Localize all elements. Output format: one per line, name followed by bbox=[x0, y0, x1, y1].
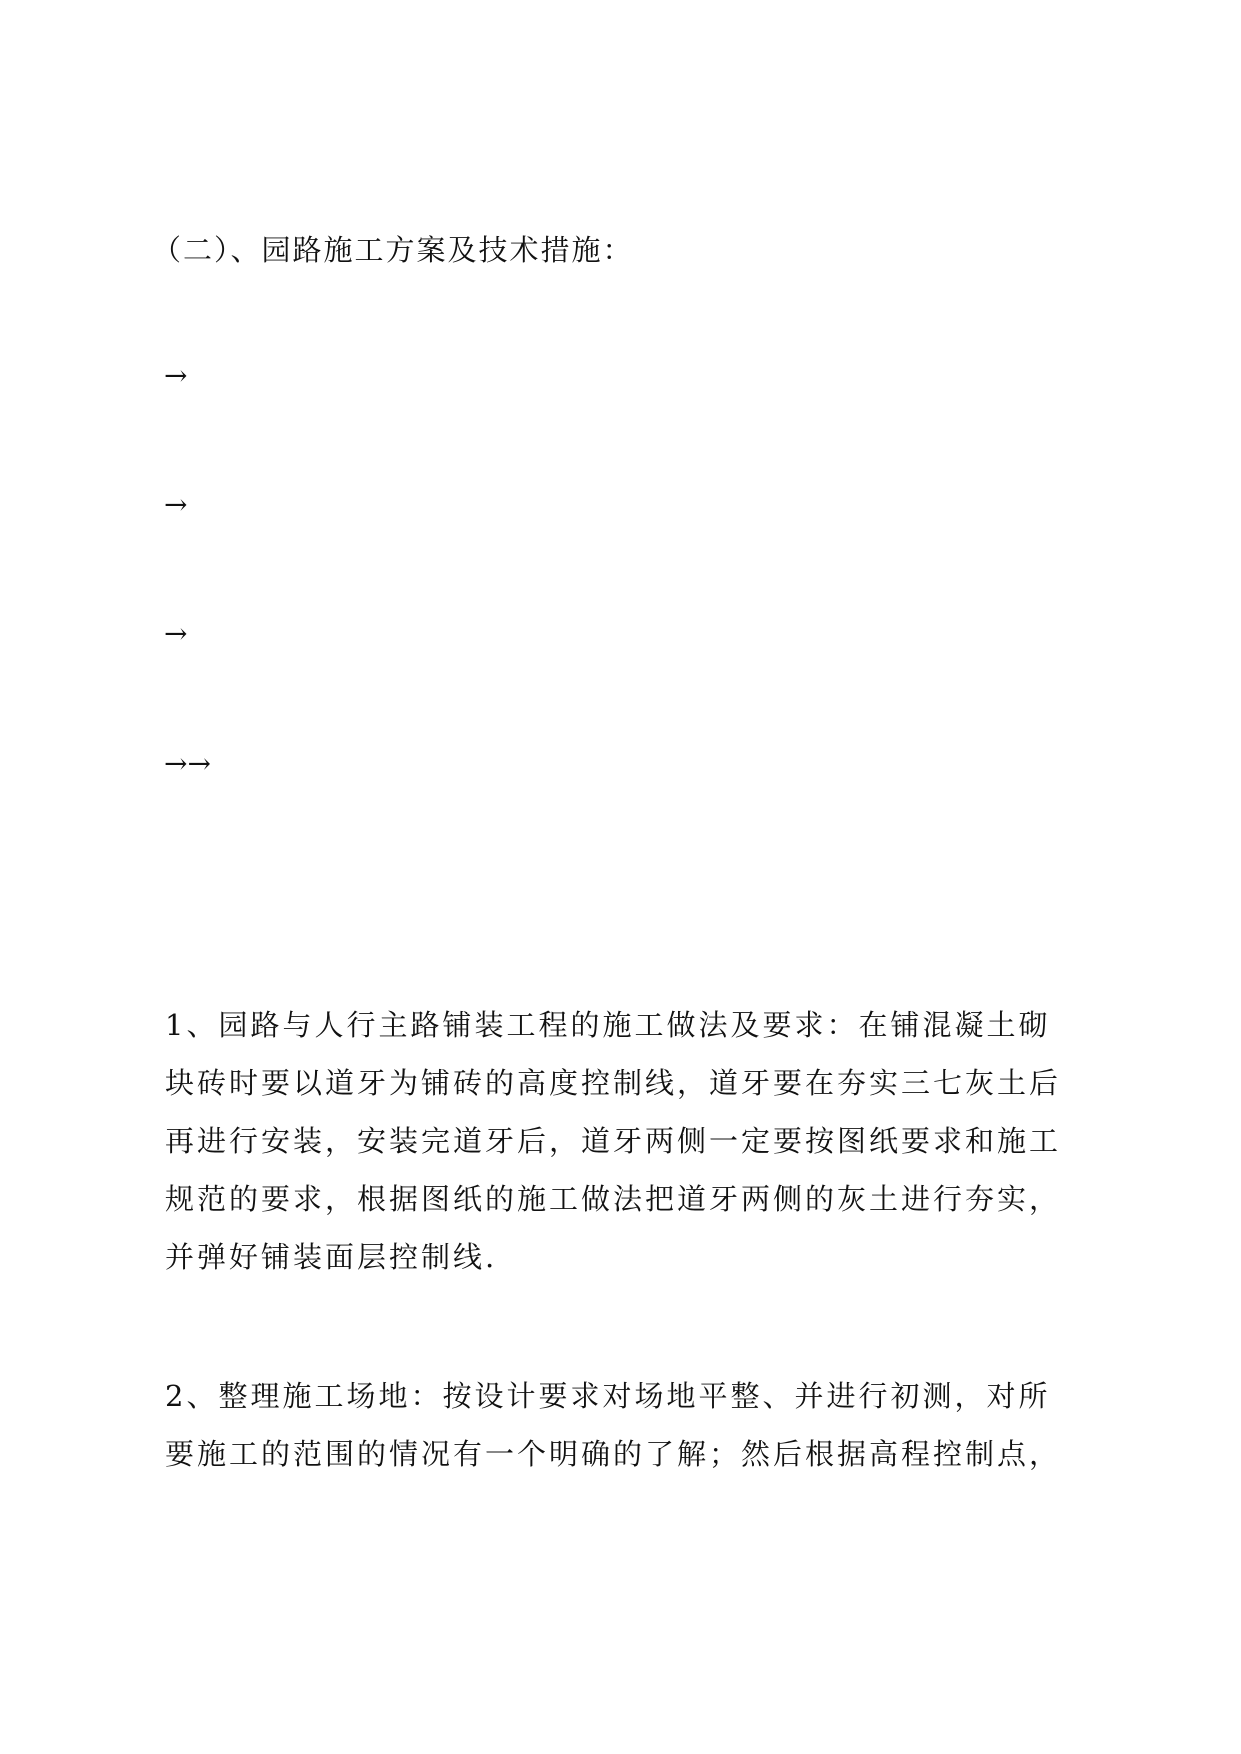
arrow-marker-4: →→ bbox=[164, 747, 211, 780]
paragraph-line: 规范的要求，根据图纸的施工做法把道牙两侧的灰土进行夯实， bbox=[165, 1182, 1062, 1216]
paragraph-line: 要施工的范围的情况有一个明确的了解；然后根据高程控制点， bbox=[165, 1437, 1062, 1471]
paragraph-2 bbox=[165, 1367, 1085, 1483]
paragraph-line: 1、园路与人行主路铺装工程的施工做法及要求：在铺混凝土砌 bbox=[165, 1008, 1051, 1042]
arrow-marker-1: → bbox=[164, 359, 188, 392]
section-heading: （二）、园路施工方案及技术措施： bbox=[152, 233, 634, 267]
arrow-marker-2: → bbox=[164, 488, 188, 521]
paragraph-line: 再进行安装，安装完道牙后，道牙两侧一定要按图纸要求和施工 bbox=[165, 1124, 1062, 1158]
paragraph-line: 并弹好铺装面层控制线. bbox=[165, 1240, 498, 1274]
paragraph-1 bbox=[165, 996, 1085, 1286]
paragraph-line: 2、整理施工场地：按设计要求对场地平整、并进行初测，对所 bbox=[165, 1379, 1051, 1413]
arrow-marker-3: → bbox=[164, 617, 188, 650]
paragraph-line: 块砖时要以道牙为铺砖的高度控制线，道牙要在夯实三七灰土后 bbox=[165, 1066, 1062, 1100]
